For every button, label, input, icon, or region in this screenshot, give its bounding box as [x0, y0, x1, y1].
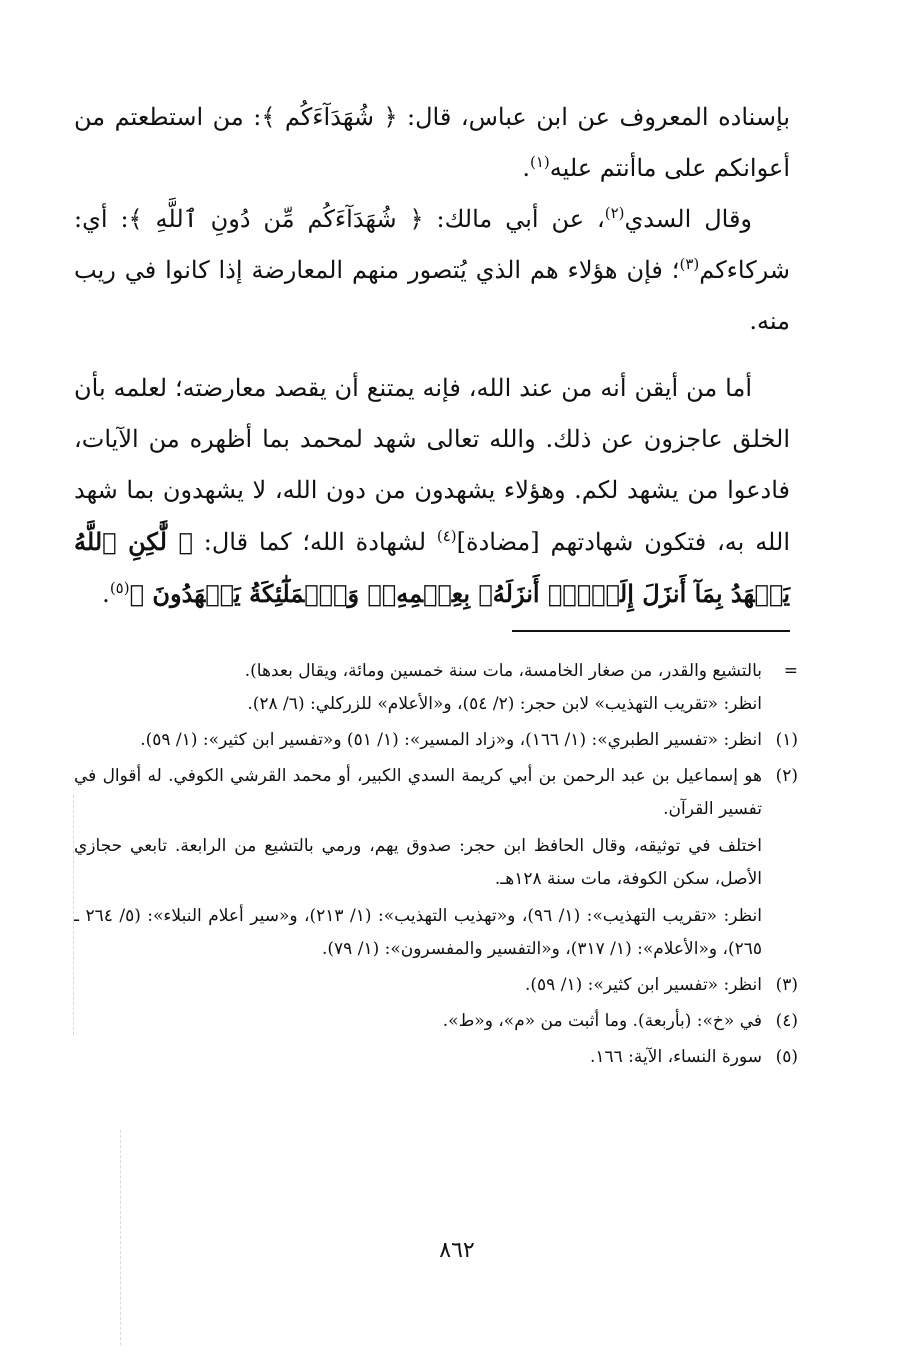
footnote-number: (٥) — [775, 1047, 798, 1067]
footnote-text: في «خ»: (بأربعة). وما أثبت من «م»، و«ط». — [442, 1011, 762, 1031]
footnote-body — [74, 1005, 762, 1038]
footnote-divider — [512, 630, 790, 632]
paragraph-text: أما من أيقن أنه من عند الله، فإنه يمتنع أن يقصد معارضته؛ لعلمه بأن الخلق عاجزون عن ذلك. والله تعالى شهد لمحمد بما أظهره من الآيات، فادعوا من يشهد لكم. وهؤلاء يشهدون من دون الله، لا يشهدون بما شهد الله به، فتكون شهادتهم [مضادة] — [74, 374, 790, 556]
footnote-text: اختلف في توثيقه، وقال الحافظ ابن حجر: صدوق يهم، ورمي بالتشيع من الرابعة. تابعي حجازي الأصل، سكن الكوفة، مات سنة ١٢٨هـ. — [74, 836, 762, 889]
footnotes — [74, 655, 798, 1074]
paragraph-suddi — [74, 194, 790, 347]
footnote-text: انظر: «تقريب التهذيب»: (١/ ٩٦)، و«تهذيب التهذيب»: (١/ ٢١٣)، و«سير أعلام النبلاء»: (٥/ ٢٦٤ ـ ٢٦٥)، و«الأعلام»: (١/ ٣١٧)، و«التفسير والمفسرون»: (١/ ٧٩). — [74, 906, 762, 959]
footnote-body — [74, 1041, 762, 1074]
paragraph-text: ، عن أبي مالك: ﴿ شُهَدَآءَكُم مِّن دُونِ ٱللَّهِ ﴾: أي: شركاءكم — [74, 205, 791, 284]
footnote-continued — [74, 655, 798, 721]
paragraph-text: لشهادة الله؛ كما قال: — [192, 528, 437, 556]
footnote-number: (٣) — [775, 975, 798, 995]
footnote-1 — [74, 724, 798, 757]
footnote-ref: (٢) — [604, 204, 625, 222]
footnote-number: (١) — [775, 730, 798, 750]
footnote-text: بالتشيع والقدر، من صغار الخامسة، مات سنة خمسين ومائة، ويقال بعدها). — [244, 661, 762, 681]
paragraph-text: بإسناده المعروف عن ابن عباس، قال: ﴿ شُهَدَآءَكُم ﴾: من استطعتم من أعوانكم على ماأنتم عليه — [74, 103, 790, 182]
footnote-body — [74, 724, 762, 757]
footnote-number: (٤) — [775, 1011, 798, 1031]
paragraph-certainty — [74, 363, 790, 620]
footnote-4 — [74, 1005, 798, 1038]
continuation-mark: = — [783, 661, 798, 681]
footnote-3 — [74, 969, 798, 1002]
footnote-body — [74, 655, 762, 721]
paragraph-ibn-abbas — [74, 92, 790, 194]
footnote-ref: (١) — [529, 153, 550, 171]
footnote-text: هو إسماعيل بن عبد الرحمن بن أبي كريمة السدي الكبير، أو محمد القرشي الكوفي. له أقوال في تفسير القرآن. — [74, 766, 762, 819]
footnote-text: سورة النساء، الآية: ١٦٦. — [589, 1047, 762, 1067]
paragraph-text: وقال السدي — [624, 205, 753, 233]
footnote-ref: (٣) — [679, 255, 700, 273]
footnote-ref: (٤) — [436, 527, 457, 545]
footnote-body — [74, 969, 762, 1002]
main-text — [74, 92, 790, 620]
paragraph-text: ؛ فإن هؤلاء هم الذي يُتصور منهم المعارضة إذا كانوا في ريب منه. — [74, 256, 790, 335]
footnote-number: (٢) — [775, 766, 798, 786]
footnote-2 — [74, 760, 798, 966]
quran-verse: ﴿ لَّٰكِنِ ٱللَّهُ يَشۡهَدُ بِمَآ أَنزَلَ إِلَيۡكَۖ أَنزَلَهُۥ بِعِلۡمِهِۦۖ وَٱلۡمَلَٰٓئِكَةُ يَشۡهَدُونَ ﴾ — [74, 527, 790, 608]
footnote-body — [74, 760, 762, 966]
footnote-ref: (٥) — [109, 579, 130, 597]
footnote-text: انظر: «تفسير ابن كثير»: (١/ ٥٩). — [524, 975, 762, 995]
punctuation: . — [522, 154, 530, 182]
footnote-text: انظر: «تقريب التهذيب» لابن حجر: (٢/ ٥٤)، و«الأعلام» للزركلي: (٦/ ٢٨). — [247, 694, 762, 714]
footnote-5 — [74, 1041, 798, 1074]
page-number: ٨٦٢ — [439, 1238, 475, 1263]
punctuation: . — [102, 580, 110, 608]
footnote-text: انظر: «تفسير الطبري»: (١/ ١٦٦)، و«زاد المسير»: (١/ ٥١) و«تفسير ابن كثير»: (١/ ٥٩). — [140, 730, 762, 750]
